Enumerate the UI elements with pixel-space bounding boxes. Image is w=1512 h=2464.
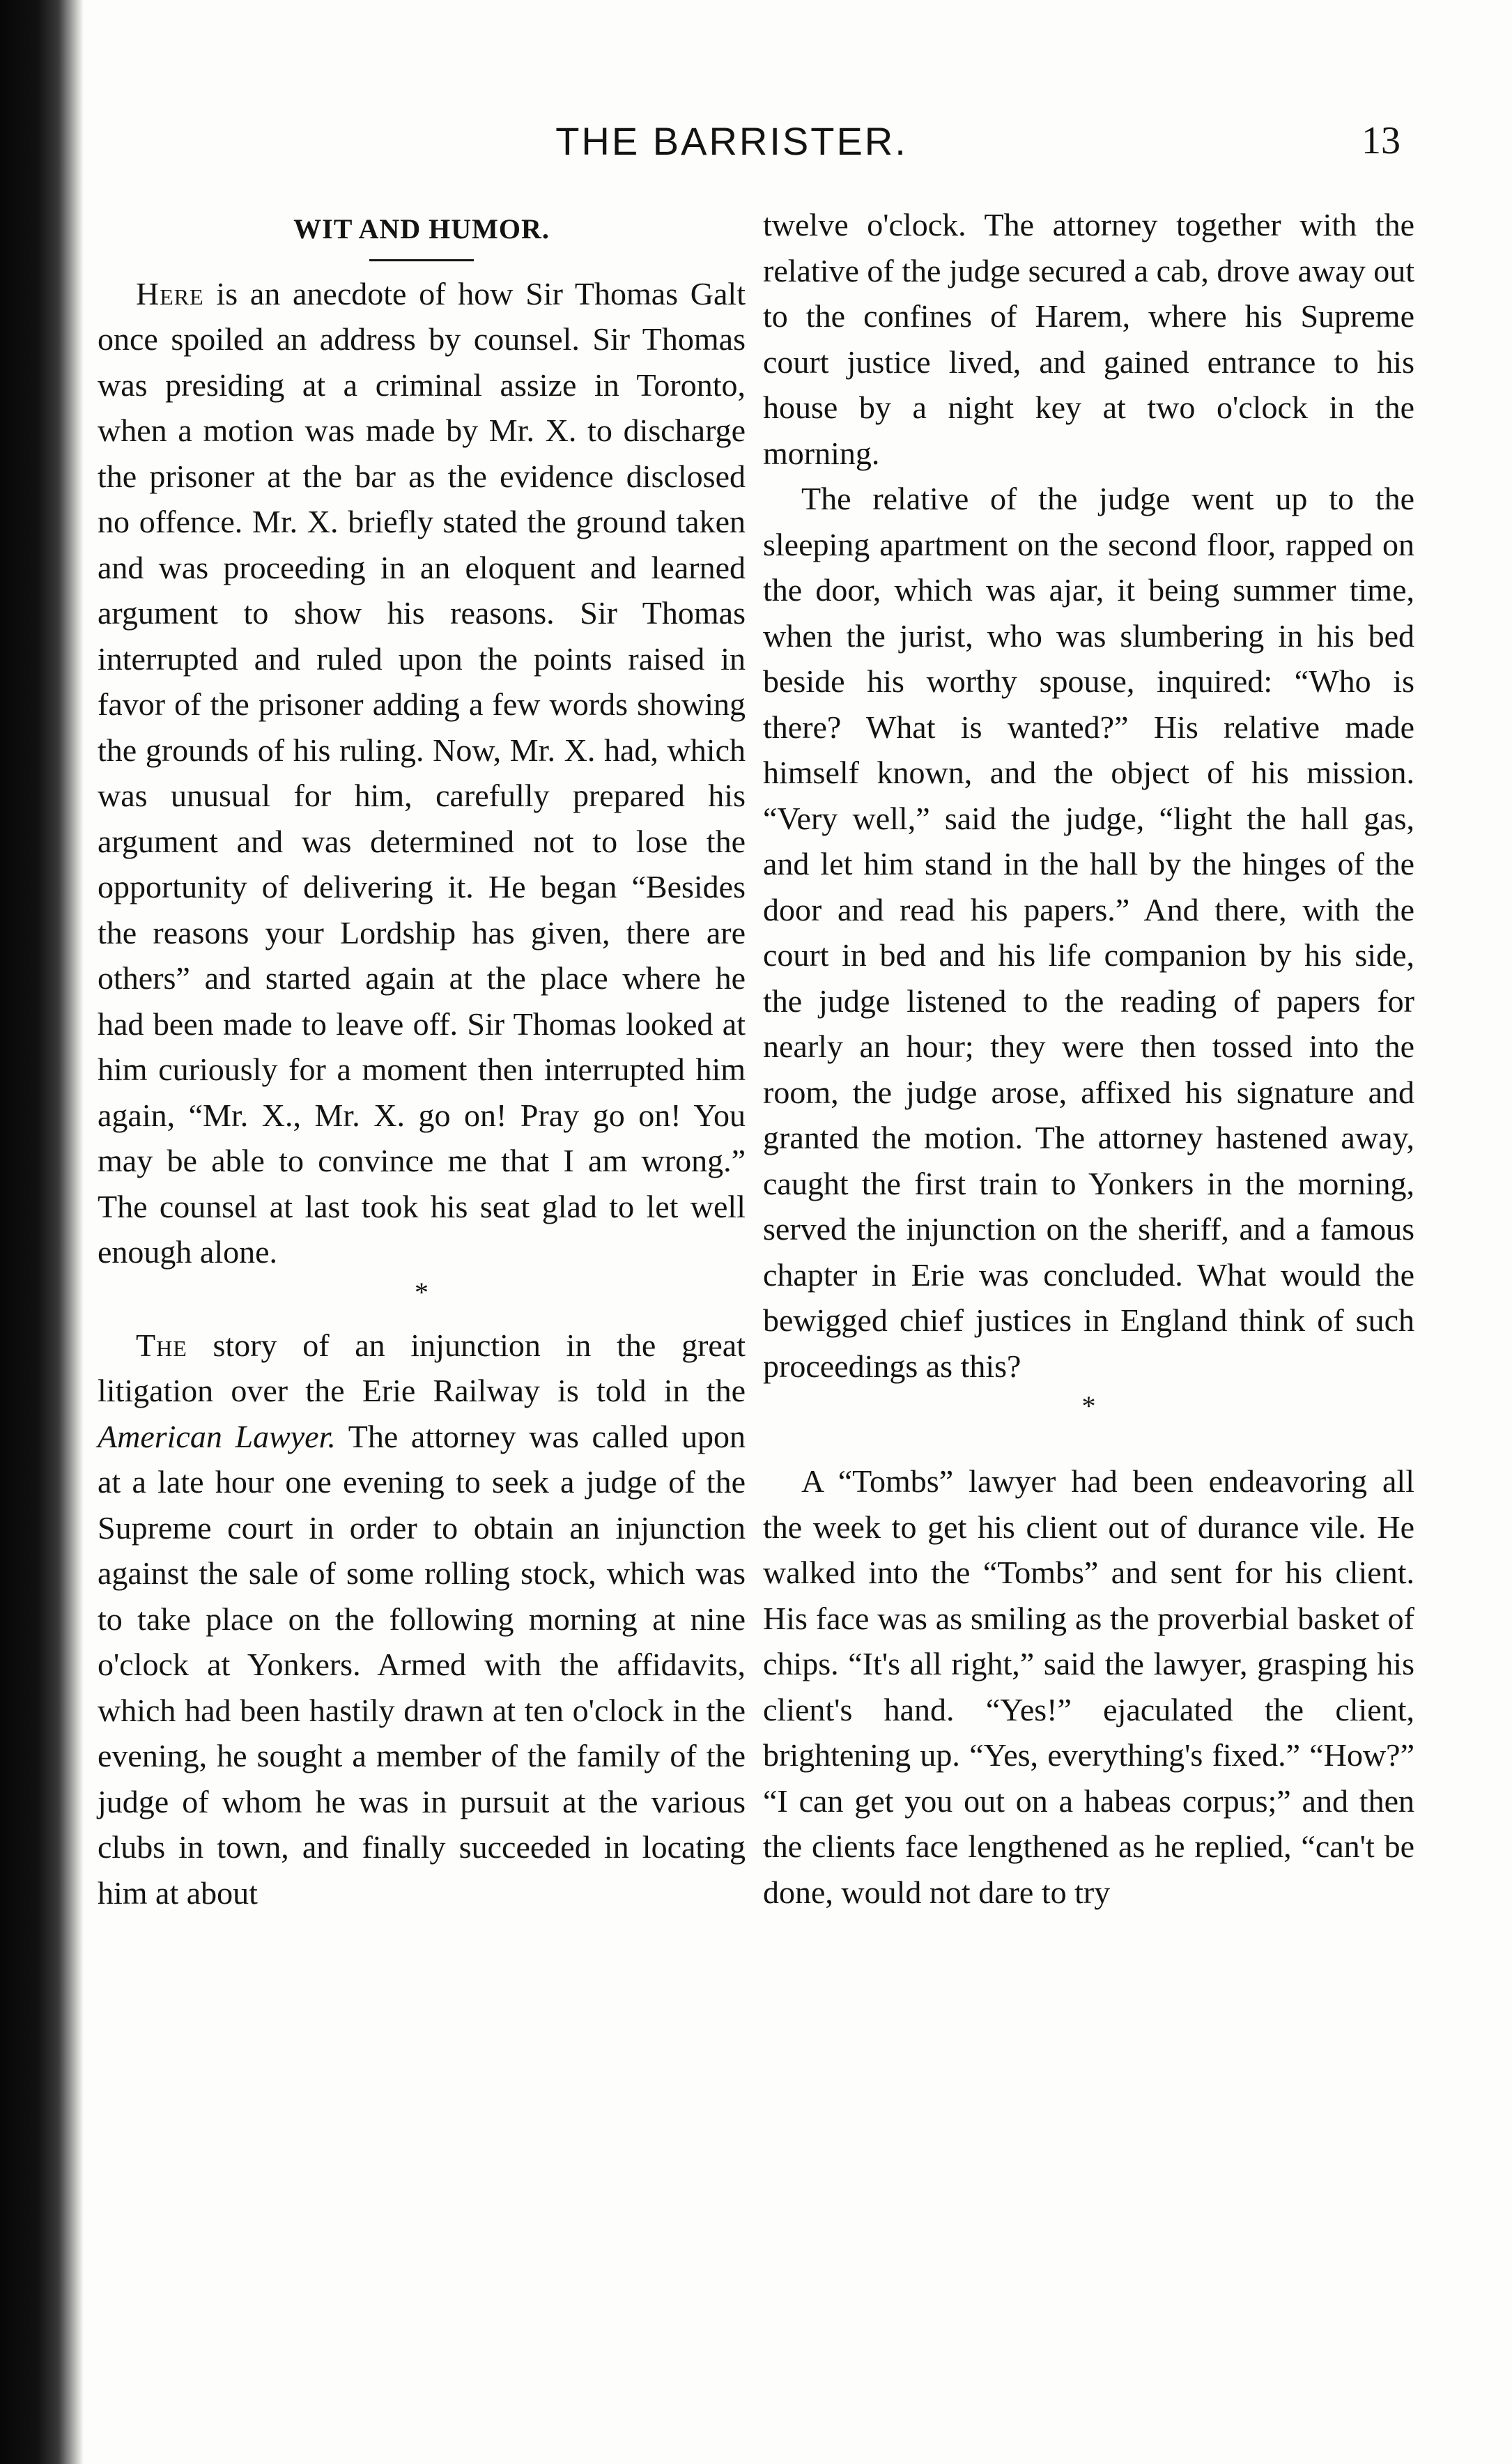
section-separator: * <box>1081 1390 1096 1422</box>
title-rule <box>369 259 474 261</box>
page-header-title: THE BARRISTER. <box>555 119 908 163</box>
section-title: WIT AND HUMOR. <box>293 213 550 245</box>
left-column <box>98 202 746 1916</box>
right-column <box>763 202 1414 1915</box>
running-head <box>0 118 1512 174</box>
paragraph-text-continued: The attorney was called upon at a late hour one evening to seek a judge of the Supreme court in order to obtain an injunction against the sale of some rolling stock, which was to take place on the following morning at nine o'clock at Yonkers. Armed with the affidavits, which had been hastily drawn at ten o'clock in the evening, he sought a member of the family of the judge of whom he was in pursuit at the various clubs in town, and finally succeeded in locating him at about <box>98 1418 746 1911</box>
binding-edge <box>0 0 84 2464</box>
anecdote-paragraph-2 <box>98 1323 746 1916</box>
paragraph-text: is an anecdote of how Sir Thomas Galt once spoiled an address by counsel. Sir Thomas was presiding at a criminal assize in Toronto, when a motion was made by Mr. X. to discharge the prisoner at the bar as the evidence disclosed no offence. Mr. X. briefly stated the ground taken and was proceeding in an eloquent and learned argument to show his reasons. Sir Thomas interrupted and ruled upon the points raised in favor of the prisoner adding a few words showing the grounds of his ruling. Now, Mr. X. had, which was unusual for him, carefully prepared his argument and was determined not to lose the opportunity of delivering it. He began “Besides the reasons your Lordship has given, there are others” and started again at the place where he had been made to leave off. Sir Thomas looked at him curiously for a moment then interrupted him again, “Mr. X., Mr. X. go on! Pray go on! You may be able to convince me that I am wrong.” The counsel at last took his seat glad to let well enough alone. <box>98 275 746 1270</box>
anecdote-paragraph-1 <box>98 271 746 1275</box>
section-separator: * <box>415 1276 429 1308</box>
paragraph-lead-word: The <box>136 1327 187 1363</box>
source-title: American Lawyer. <box>98 1418 336 1454</box>
paragraph-lead-word: Here <box>136 275 204 311</box>
anecdote-paragraph-4: A “Tombs” lawyer had been endeavoring all the week to get his client out of durance vile. He walked into the “Tombs” and sent for his client. His face was as smiling as the proverbial basket of chips. “It's all right,” said the lawyer, grasping his client's hand. “Yes!” ejaculated the client, brightening up. “Yes, everything's fixed.” “How?” “I can get you out on a habeas corpus;” and then the clients face lengthened as he replied, “can't be done, would not dare to try <box>763 1463 1414 1910</box>
page-number: 13 <box>1361 119 1401 162</box>
paragraph-text: story of an injunction in the great litigation over the Erie Railway is told in the <box>98 1327 746 1408</box>
anecdote-paragraph-2-continued: twelve o'clock. The attorney together with the relative of the judge secured a cab, drove away out to the confines of Harem, where his Supreme court justice lived, and gained entrance to his house by a night key at two o'clock in the morning. <box>763 207 1414 471</box>
anecdote-paragraph-3: The relative of the judge went up to the sleeping apartment on the second floor, rapped on the door, which was ajar, it being summer time, when the jurist, who was slumbering in his bed beside his worthy spouse, inquired: “Who is there? What is wanted?” His relative made himself known, and the object of his mission. “Very well,” said the judge, “light the hall gas, and let him stand in the hall by the hinges of the door and read his papers.” And there, with the court in bed and his life companion by his side, the judge listened to the reading of papers for nearly an hour; they were then tossed into the room, the judge arose, affixed his signature and granted the motion. The attorney hastened away, caught the first train to Yonkers in the morning, served the injunction on the sheriff, and a famous chapter in Erie was concluded. What would the bewigged chief justices in England think of such proceedings as this? <box>763 481 1414 1384</box>
